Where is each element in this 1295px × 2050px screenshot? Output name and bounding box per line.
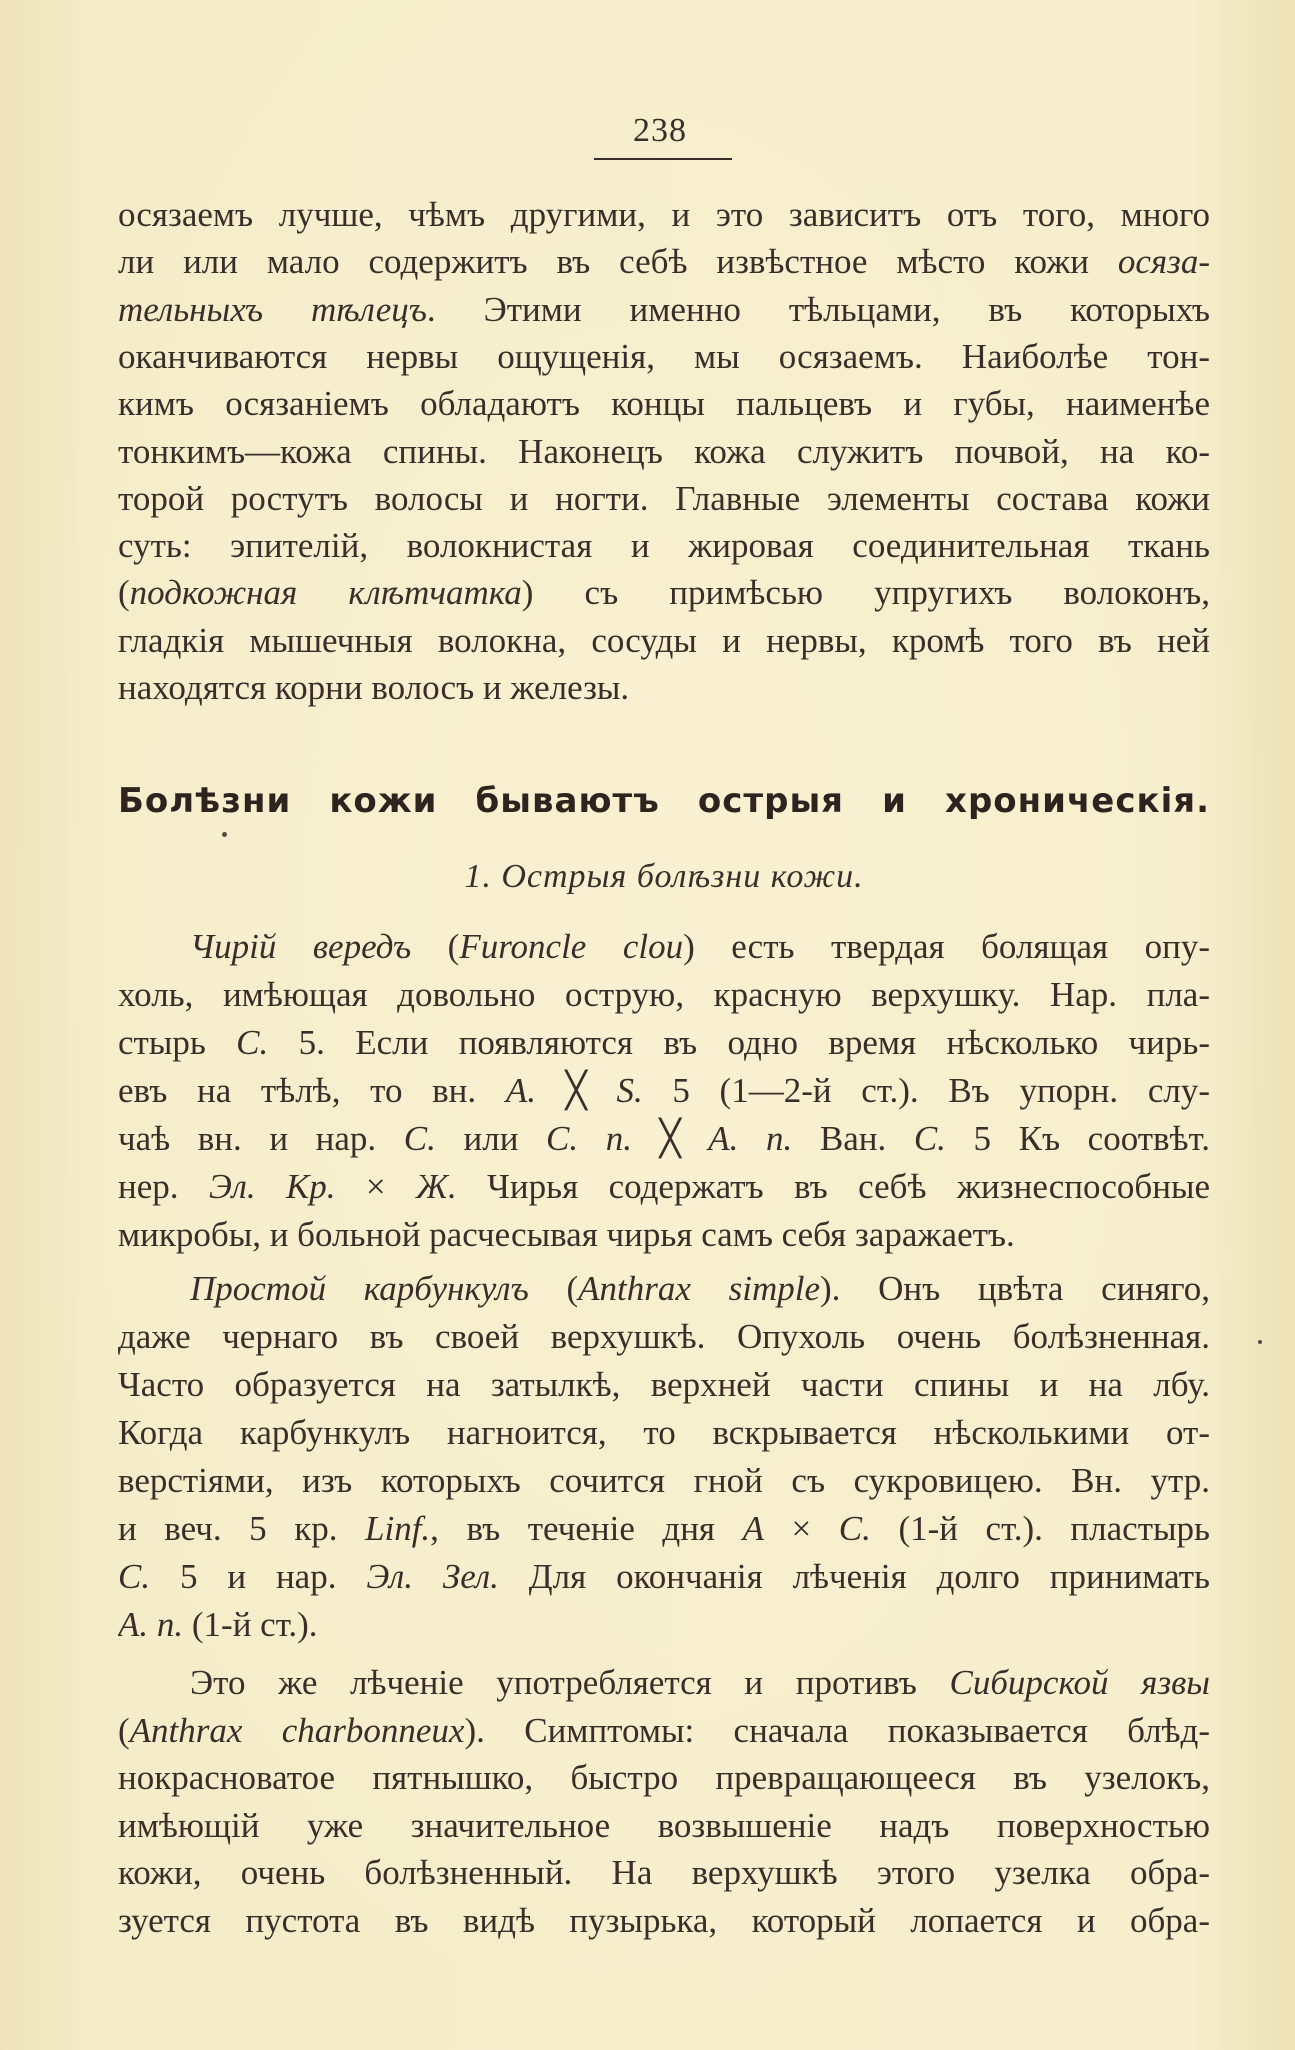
italic-span: А: [742, 1509, 764, 1548]
text-span: верстіями, изъ которыхъ сочится гной съ сукровицею. Вн. утр.: [118, 1461, 1210, 1500]
text-line: [118, 1896, 1210, 1946]
text-span: Чирья содержатъ въ себѣ жизнеспособные: [456, 1167, 1210, 1206]
text-span: даже чернаго въ своей верхушкѣ. Опухоль очень болѣзненная.: [118, 1317, 1210, 1356]
text-span: или: [435, 1119, 547, 1158]
text-span: (: [118, 1710, 130, 1750]
text-span: евъ на тѣлѣ, то вн.: [118, 1071, 506, 1110]
text-span: оканчиваются нервы ощущенія, мы осязаемъ. Наиболѣе тон-: [118, 336, 1210, 376]
text-line: [118, 1801, 1210, 1851]
italic-span: Linf.: [365, 1509, 431, 1548]
italic-span: Чирій вередъ: [190, 927, 412, 966]
text-span: стырь: [118, 1023, 237, 1062]
text-span: и веч. 5 кр.: [118, 1509, 365, 1548]
text-span: , въ теченіе дня: [430, 1509, 743, 1548]
text-line: [118, 285, 1210, 335]
text-line: [118, 1114, 1210, 1164]
text-span: осязаемъ лучше, чѣмъ другими, и это зависитъ отъ того, много: [118, 195, 1210, 234]
italic-span: С.: [913, 1119, 946, 1158]
text-span: (1-й ст.).: [183, 1605, 318, 1644]
text-span: имѣющій уже значительное возвышеніе надъ поверхностью: [118, 1805, 1210, 1845]
text-span: тонкимъ—кожа спины. Наконецъ кожа служитъ почвой, на ко-: [118, 431, 1210, 471]
section-heading: Болѣзни кожи бываютъ острыя и хроническія.: [118, 781, 1210, 821]
text-span: зуется пустота въ видѣ пузырька, который лопается и обра-: [118, 1901, 1210, 1940]
italic-span: подкожная клѣтчатка: [129, 573, 522, 613]
text-span: (1-й ст.). пластырь: [870, 1509, 1210, 1548]
text-line: [118, 1408, 1210, 1458]
italic-span: Сибирской язвы: [949, 1663, 1210, 1702]
text-line: [118, 616, 1210, 666]
italic-span: осяза-: [1117, 242, 1210, 282]
print-speck: [1258, 1340, 1262, 1344]
text-span: кожи, очень болѣзненный. На верхушкѣ этого узелка обра-: [118, 1853, 1210, 1893]
text-span: суть: эпителій, волокнистая и жировая соединительная ткань: [118, 526, 1210, 566]
italic-span: Anthrax charbonneux: [129, 1710, 465, 1750]
text-line: [118, 1552, 1210, 1602]
text-span: нер.: [118, 1167, 209, 1206]
text-line: [118, 474, 1210, 524]
text-span: находятся корни волосъ и железы.: [118, 668, 630, 707]
text-span: Это же лѣченіе употребляется и противъ: [190, 1663, 950, 1702]
italic-span: А. п.: [118, 1605, 184, 1644]
text-span: Для окончанія лѣченія долго принимать: [498, 1557, 1210, 1596]
text-span: микробы, и больной расчесывая чирья самъ себя заражаетъ.: [118, 1215, 1015, 1254]
italic-span: С.: [403, 1119, 436, 1158]
text-span: нокрасноватое пятнышко, быстро превращающееся въ узелокъ,: [118, 1758, 1210, 1798]
text-line: [118, 379, 1210, 429]
text-span: гладкія мышечныя волокна, сосуды и нервы, кромѣ того въ ней: [118, 620, 1210, 660]
text-span: Часто образуется на затылкѣ, верхней части спины и на лбу.: [118, 1365, 1210, 1404]
italic-span: Anthrax simple: [578, 1269, 820, 1308]
text-span: (: [411, 927, 460, 966]
italic-span: С.: [838, 1509, 871, 1548]
italic-span: А.: [505, 1071, 536, 1110]
text-span: чаѣ вн. и нар.: [118, 1119, 404, 1158]
text-line: [118, 427, 1210, 477]
print-speck: [222, 832, 227, 837]
italic-span: Ж.: [415, 1167, 457, 1206]
text-span: холь, имѣющая довольно острую, красную верхушку. Нар. пла-: [118, 975, 1210, 1014]
text-line: [190, 1658, 1210, 1708]
italic-span: С.: [236, 1023, 269, 1062]
text-span: ). Онъ цвѣта синяго,: [819, 1269, 1210, 1308]
text-line: [190, 1264, 1210, 1314]
text-span: 5. Если появляются въ одно время нѣсколько чирь-: [268, 1023, 1210, 1062]
italic-span: Эл. Зел.: [366, 1557, 499, 1596]
text-span: ) есть твердая болящая опу-: [683, 927, 1210, 966]
text-span: (: [528, 1269, 579, 1308]
text-line: [118, 190, 1210, 240]
page-number: 238: [633, 112, 687, 149]
text-span: . Этими именно тѣльцами, въ которыхъ: [426, 289, 1210, 329]
italic-span: Furoncle clou: [459, 927, 684, 966]
text-line: [118, 332, 1210, 382]
text-line: [118, 237, 1210, 287]
text-span: (: [118, 573, 130, 613]
text-span: ╳: [535, 1071, 617, 1110]
text-line: [190, 922, 1210, 972]
text-line: [118, 970, 1210, 1020]
page-number-rule: [594, 158, 732, 160]
text-line: [118, 568, 1210, 618]
italic-span: Эл. Кр.: [208, 1167, 336, 1206]
subsection-heading: 1. Острыя болѣзни кожи.: [464, 858, 864, 895]
text-line: [118, 1066, 1210, 1116]
italic-span: С. п.: [546, 1119, 632, 1158]
italic-span: S.: [616, 1071, 643, 1110]
text-span: ) съ примѣсью упругихъ волоконъ,: [521, 573, 1210, 613]
text-line: [118, 1753, 1210, 1803]
italic-span: А. п.: [708, 1119, 793, 1158]
text-span: кимъ осязаніемъ обладаютъ концы пальцевъ и губы, наименѣе: [118, 384, 1210, 424]
text-span: ). Симптомы: сначала показывается блѣд-: [464, 1710, 1210, 1750]
text-line: [118, 521, 1210, 571]
text-span: Когда карбункулъ нагноится, то вскрывается нѣсколькими от-: [118, 1413, 1210, 1452]
text-line: [118, 1848, 1210, 1898]
text-line: [118, 1210, 1210, 1260]
italic-span: Простой карбункулъ: [190, 1269, 529, 1308]
text-span: 5 (1—2-й ст.). Въ упорн. слу-: [642, 1071, 1210, 1110]
text-span: ╳: [631, 1119, 709, 1158]
text-line: [118, 1162, 1210, 1212]
text-span: торой ростутъ волосы и ногти. Главные элементы состава кожи: [118, 478, 1210, 518]
text-span: ×: [335, 1167, 416, 1206]
italic-span: тельныхъ тѣлецъ: [118, 289, 427, 329]
text-span: 5 и нар.: [150, 1557, 367, 1596]
text-span: ли или мало содержитъ въ себѣ извѣстное мѣсто кожи: [118, 242, 1118, 282]
text-span: Ван.: [792, 1119, 914, 1158]
text-line: [118, 1360, 1210, 1410]
text-span: 5 Къ соотвѣт.: [945, 1119, 1210, 1158]
text-line: [118, 1706, 1210, 1756]
text-line: [118, 1600, 1210, 1650]
text-line: [118, 663, 1210, 713]
text-line: [118, 1312, 1210, 1362]
text-line: [118, 1456, 1210, 1506]
text-span: ×: [763, 1509, 839, 1548]
text-line: [118, 1018, 1210, 1068]
italic-span: С.: [118, 1557, 151, 1596]
text-line: [118, 1504, 1210, 1554]
